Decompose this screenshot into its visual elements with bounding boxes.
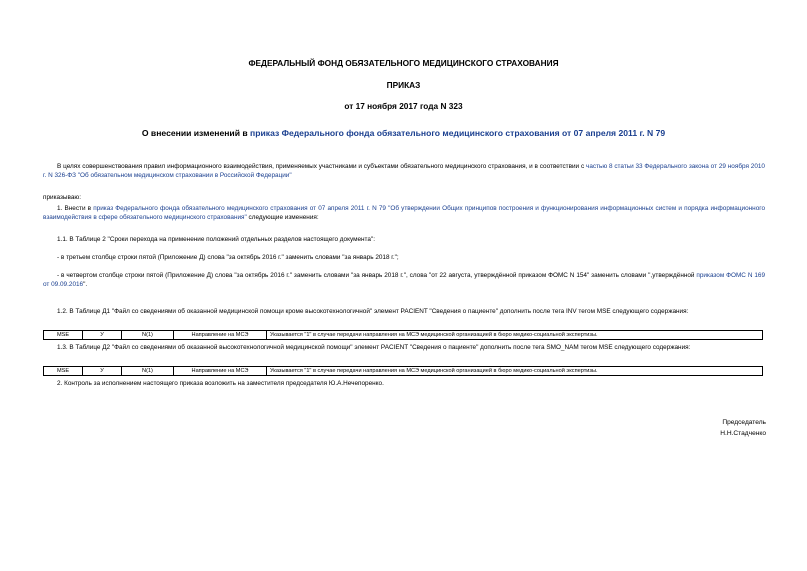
- cell-req: У: [83, 367, 122, 376]
- cell-desc: Указывается "1" в случае передачи направления на МСЭ медицинской организацией в бюро медико-социальной экспертизы.: [267, 367, 763, 376]
- item-1-1-b-prefix: - в четвертом столбце строки пятой (Приложение Д) слова "за октябрь 2016 г." заменить словами "за январь 2018 г.", слова "от 22 августа, утверждённой приказом ФОМС N 154" заменить словами ",утверждённой: [57, 272, 697, 279]
- cell-name: Направление на МСЭ: [174, 367, 267, 376]
- signature-name: Н.Н.Стадченко: [720, 430, 766, 437]
- item-1-2: 1.2. В Таблице Д1 "Файл со сведениями об оказанной медицинской помощи кроме высокотехнологичной" элемент PACIENT "Сведения о пациенте" дополнить после тега INV тегом MSE следующего содержания:: [57, 308, 689, 315]
- item-1-1-b-link[interactable]: приказом ФОМС N 169 от 09.09.2016: [43, 272, 766, 289]
- item-1-1-a: - в третьем столбце строки пятой (Приложение Д) слова "за октябрь 2016 г." заменить словами "за январь 2018 г.";: [57, 254, 399, 261]
- preamble-text: В целях совершенствования правил информационного взаимодействия, применяемых участниками и субъектами обязательного медицинского страхования, и в соответствии с: [57, 163, 586, 170]
- cell-name: Направление на МСЭ: [174, 331, 267, 340]
- table-row: [44, 331, 763, 340]
- item-2: 2. Контроль за исполнением настоящего приказа возложить на заместителя председателя Ю.А.Нечепоренко.: [57, 380, 384, 387]
- cell-type: N(1): [122, 331, 174, 340]
- item-1-link[interactable]: приказ Федерального фонда обязательного медицинского страхования от 07 апреля 2011 г. N 79 "Об утверждении Общих принципов построения и функционирования информационных систем и порядка информационного взаимодействия в сфере обязательного медицинского страхования": [43, 205, 766, 222]
- subject-prefix: О внесении изменений в: [141, 128, 251, 138]
- cell-code: MSE: [44, 331, 83, 340]
- mse-table-d1: [43, 330, 763, 340]
- table-row: [44, 367, 763, 376]
- cell-code: MSE: [44, 367, 83, 376]
- item-1-3: 1.3. В Таблице Д2 "Файл со сведениями об оказанной высокотехнологичной медицинской помощи" элемент PACIENT "Сведения о пациенте" дополнить после тега SMO_NAM тегом MSE следующего содержания:: [57, 344, 691, 351]
- doc-type: ПРИКАЗ: [386, 80, 421, 90]
- doc-date-number: от 17 ноября 2017 года N 323: [344, 101, 463, 111]
- preamble-paragraph: [43, 162, 765, 180]
- mse-table-d2: [43, 366, 763, 376]
- subject-link[interactable]: приказ Федерального фонда обязательного медицинского страхования от 07 апреля 2011 г. N 79: [250, 128, 666, 138]
- cell-req: У: [83, 331, 122, 340]
- item-1-prefix: 1. Внести в: [57, 205, 94, 212]
- item-1-suffix: следующие изменения:: [246, 214, 319, 222]
- preamble-law-link[interactable]: частью 8 статьи 33 Федерального закона от 29 ноября 2010 г. N 326-ФЗ "Об обязательном медицинском страховании в Российской Федерации": [43, 163, 765, 180]
- signature-title: Председатель: [722, 419, 766, 426]
- doc-subject: [0, 128, 807, 138]
- item-1-1: 1.1. В Таблице 2 "Сроки перехода на применение положений отдельных разделов настоящего документа":: [57, 236, 375, 243]
- cell-type: N(1): [122, 367, 174, 376]
- item-1: [43, 204, 765, 222]
- org-title: ФЕДЕРАЛЬНЫЙ ФОНД ОБЯЗАТЕЛЬНОГО МЕДИЦИНСКОГО СТРАХОВАНИЯ: [248, 58, 559, 68]
- item-1-1-b: [43, 271, 765, 289]
- order-word: приказываю:: [43, 194, 81, 201]
- item-1-1-b-suffix: ".: [83, 281, 88, 289]
- cell-desc: Указывается "1" в случае передачи направления на МСЭ медицинской организацией в бюро медико-социальной экспертизы.: [267, 331, 763, 340]
